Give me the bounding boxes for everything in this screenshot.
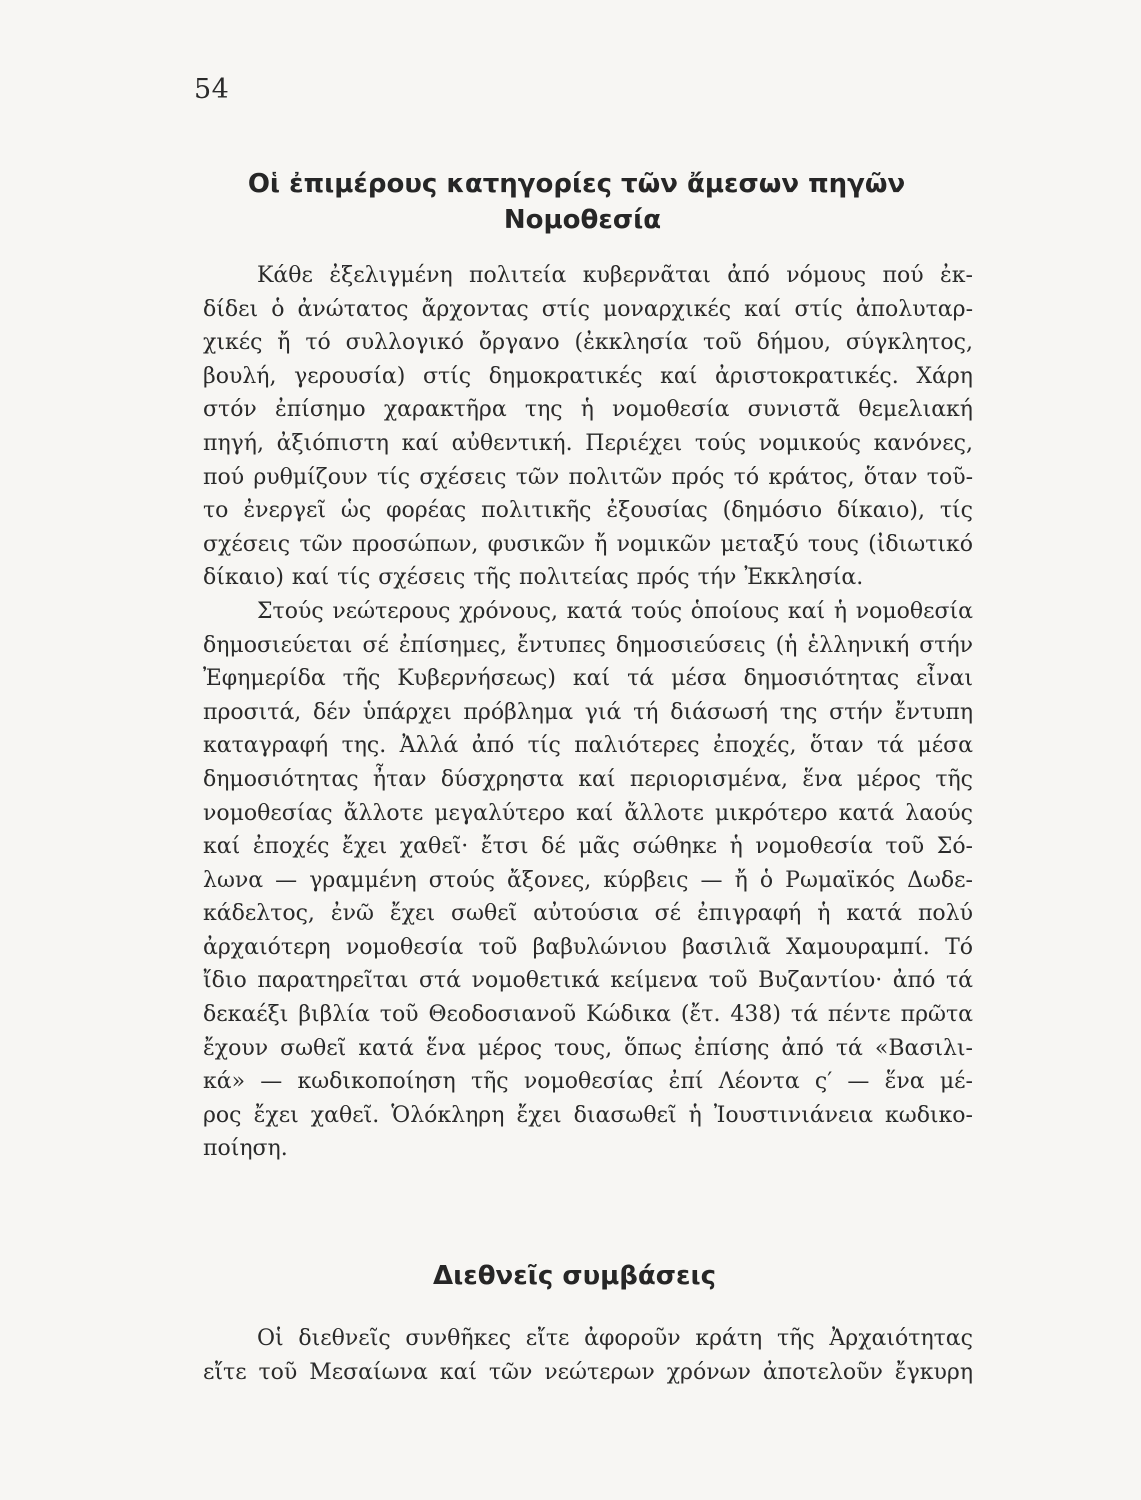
- text-line: δίδει ὁ ἀνώτατος ἄρχοντας στίς μοναρχικές καί στίς ἀπολυταρ-: [203, 296, 973, 322]
- text-line: κάδελτος, ἐνῶ ἔχει σωθεῖ αὐτούσια σέ ἐπιγραφή ἡ κατά πολύ: [203, 901, 973, 927]
- text-line: χικές ἤ τό συλλογικό ὄργανο (ἐκκλησία τοῦ δήμου, σύγκλητος,: [203, 330, 973, 356]
- text-line: πηγή, ἀξιόπιστη καί αὐθεντική. Περιέχει τούς νομικούς κανόνες,: [203, 430, 973, 456]
- text-line: ρος ἔχει χαθεῖ. Ὁλόκληρη ἔχει διασωθεῖ ἡ Ἰουστινιάνεια κωδικο-: [203, 1102, 973, 1128]
- text-line: καταγραφή της. Ἀλλά ἀπό τίς παλιότερες ἐποχές, ὅταν τά μέσα: [203, 733, 973, 759]
- text-line: ἔχουν σωθεῖ κατά ἕνα μέρος τους, ὅπως ἐπίσης ἀπό τά «Βασιλι-: [203, 1035, 973, 1061]
- text-line: στόν ἐπίσημο χαρακτῆρα της ἡ νομοθεσία συνιστᾶ θεμελιακή: [203, 397, 973, 423]
- text-line: ἴδιο παρατηρεῖται στά νομοθετικά κείμενα τοῦ Βυζαντίου· ἀπό τά: [203, 968, 973, 994]
- text-line: δημοσιεύεται σέ ἐπίσημες, ἔντυπες δημοσιεύσεις (ἡ ἑλληνική στήν: [203, 632, 973, 658]
- text-line: το ἐνεργεῖ ὡς φορέας πολιτικῆς ἐξουσίας (δημόσιο δίκαιο), τίς: [203, 498, 973, 524]
- text-line: δεκαέξι βιβλία τοῦ Θεοδοσιανοῦ Κώδικα (ἔτ. 438) τά πέντε πρῶτα: [203, 1002, 973, 1028]
- subsection-title-legislation: Νομοθεσία: [503, 205, 662, 235]
- text-line: νομοθεσίας ἄλλοτε μεγαλύτερο καί ἄλλοτε μικρότερο κατά λαούς: [203, 800, 973, 826]
- text-line: ἀρχαιότερη νομοθεσία τοῦ βαβυλώνιου βασιλιᾶ Χαμουραμπί. Τό: [203, 934, 973, 960]
- text-line: κά» — κωδικοποίηση τῆς νομοθεσίας ἐπί Λέοντα ς′ — ἕνα μέ-: [203, 1069, 973, 1095]
- text-line: προσιτά, δέν ὑπάρχει πρόβλημα γιά τή διάσωσή της στήν ἔντυπη: [203, 699, 973, 725]
- text-line: Στούς νεώτερους χρόνους, κατά τούς ὁποίους καί ἡ νομοθεσία: [257, 598, 973, 624]
- text-line: λωνα — γραμμένη στούς ἄξονες, κύρβεις — ἤ ὁ Ρωμαϊκός Δωδε-: [203, 867, 973, 893]
- text-line: πού ρυθμίζουν τίς σχέσεις τῶν πολιτῶν πρός τό κράτος, ὅταν τοῦ-: [203, 464, 973, 490]
- text-line: ποίηση.: [203, 1136, 288, 1162]
- text-line: Οἱ διεθνεῖς συνθῆκες εἴτε ἀφοροῦν κράτη τῆς Ἀρχαιότητας: [257, 1326, 973, 1351]
- section-title: Οἱ ἐπιμέρους κατηγορίες τῶν ἄμεσων πηγῶν: [247, 169, 906, 199]
- subsection-title-international-treaties: Διεθνεῖς συμβάσεις: [432, 1261, 717, 1291]
- legislation-text: [203, 259, 973, 1166]
- text-line: σχέσεις τῶν προσώπων, φυσικῶν ἤ νομικῶν μεταξύ τους (ἰδιωτικό: [203, 531, 973, 557]
- text-line: δημοσιότητας ἦταν δύσχρηστα καί περιορισμένα, ἕνα μέρος τῆς: [203, 766, 973, 792]
- text-line: Ἐφημερίδα τῆς Κυβερνήσεως) καί τά μέσα δημοσιότητας εἶναι: [203, 666, 973, 692]
- text-line: Κάθε ἐξελιγμένη πολιτεία κυβερνᾶται ἀπό νόμους πού ἐκ-: [257, 263, 973, 288]
- text-line: δίκαιο) καί τίς σχέσεις τῆς πολιτείας πρός τήν Ἐκκλησία.: [203, 565, 864, 591]
- text-line: εἴτε τοῦ Μεσαίωνα καί τῶν νεώτερων χρόνων ἀποτελοῦν ἔγκυρη: [203, 1359, 973, 1385]
- treaties-text: [203, 1322, 973, 1389]
- text-line: βουλή, γερουσία) στίς δημοκρατικές καί ἀριστοκρατικές. Χάρη: [203, 363, 973, 389]
- text-line: καί ἐποχές ἔχει χαθεῖ· ἔτσι δέ μᾶς σώθηκε ἡ νομοθεσία τοῦ Σό-: [203, 834, 973, 860]
- page-number: 54: [194, 74, 230, 105]
